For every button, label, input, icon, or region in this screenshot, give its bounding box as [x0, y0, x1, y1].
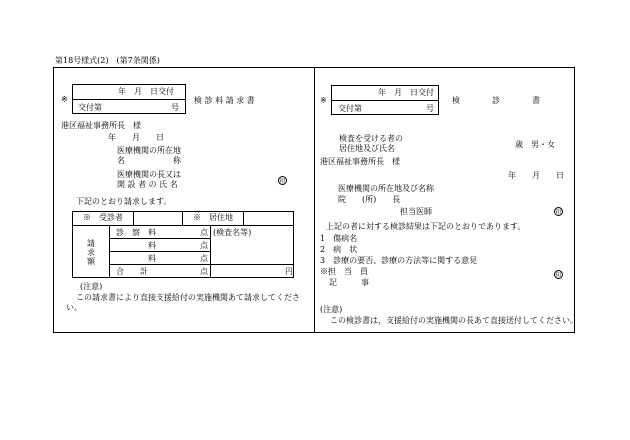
form-number: 第18号様式(2) (第7条関係) [55, 56, 160, 65]
left-inst-head-label: 医療機関の長又は [117, 170, 181, 179]
center-divider [314, 67, 315, 333]
left-exam-name-label: (検査名等) [213, 228, 252, 237]
left-issue-no-suffix: 号 [171, 103, 179, 112]
right-item-opinion: 3 診療の要否、診療の方法等に関する意見 [320, 256, 478, 265]
left-yen-label: 円 [285, 267, 293, 276]
left-inst-head-label-2: 開 設 者 の 氏 名 [117, 180, 178, 189]
left-addressee: 港区福祉事務所長 様 [61, 121, 141, 130]
right-issue-no-suffix: 号 [426, 104, 434, 113]
right-item-diagnosis: 1 傷病名 [320, 234, 358, 243]
left-row-fee-3-unit: 点 [200, 254, 208, 263]
left-row-exam-fee-unit: 点 [200, 228, 208, 237]
right-result-text: 上記の者に対する検診結果は下記のとおりであります。 [326, 222, 526, 231]
right-age-sex: 歳 男・女 [515, 140, 555, 149]
right-addressee: 港区福祉事務所長 様 [320, 157, 400, 166]
left-row-total-unit: 点 [200, 267, 208, 276]
right-date-issued: 年 月 日交付 [378, 88, 434, 97]
right-examinee-label: 検査を受ける者の [339, 134, 403, 143]
right-doctor-label: 担当医師 [400, 207, 432, 216]
left-note-text-2: い。 [66, 303, 82, 312]
right-record-label: 記 事 [329, 278, 369, 287]
left-issue-no-label: 交付第 [78, 103, 102, 112]
left-note-text: この請求書により直接支援給付の実施機関あて請求してくださ [76, 293, 300, 302]
left-patient-label: ※ 受診者 [83, 213, 123, 222]
right-staff-seal-icon: 印 [555, 272, 562, 279]
right-item-condition: 2 病 状 [320, 245, 358, 254]
right-hospital-label: 院 (所) 長 [338, 195, 401, 204]
right-asterisk-mark: ※ [320, 96, 327, 105]
left-note-title: (注意) [80, 282, 103, 291]
right-issue-no-label: 交付第 [338, 104, 362, 113]
right-staff-label: ※担 当 員 [320, 267, 368, 276]
left-date-issued: 年 月 日交付 [118, 87, 174, 96]
left-claim-label-3: 額 [87, 257, 95, 266]
left-seal-icon: 印 [279, 178, 286, 185]
right-date: 年 月 日 [508, 171, 564, 180]
left-asterisk-mark: ※ [61, 95, 68, 104]
right-seal-icon: 印 [555, 209, 562, 216]
left-claim-label-2: 求 [87, 248, 95, 257]
right-inst-label: 医療機関の所在地及び名称 [338, 184, 434, 193]
left-row-total: 合 計 [116, 267, 148, 276]
left-claim-label-1: 請 [87, 239, 95, 248]
left-inst-address-label: 医療機関の所在地 [117, 146, 181, 155]
left-row-fee-2-unit: 点 [200, 241, 208, 250]
left-date: 年 月 日 [108, 133, 164, 142]
left-request-text: 下記のとおり請求します。 [76, 197, 172, 206]
right-note-text: この検診書は，支援給付の実施機関の長あて直接送付してください。 [330, 316, 578, 325]
left-row-fee-3: 料 [148, 254, 156, 263]
right-title: 検 診 書 [452, 96, 540, 105]
left-inst-name-label: 名 称 [117, 156, 181, 165]
right-note-title: (注意) [320, 305, 343, 314]
right-examinee-label-2: 居住地及び氏名 [339, 144, 395, 153]
left-row-exam-fee: 診 察 料 [116, 228, 156, 237]
left-title: 検 診 料 請 求 書 [194, 96, 255, 105]
left-residence-label: ※ 居住地 [193, 213, 233, 222]
left-row-fee-2: 料 [148, 241, 156, 250]
